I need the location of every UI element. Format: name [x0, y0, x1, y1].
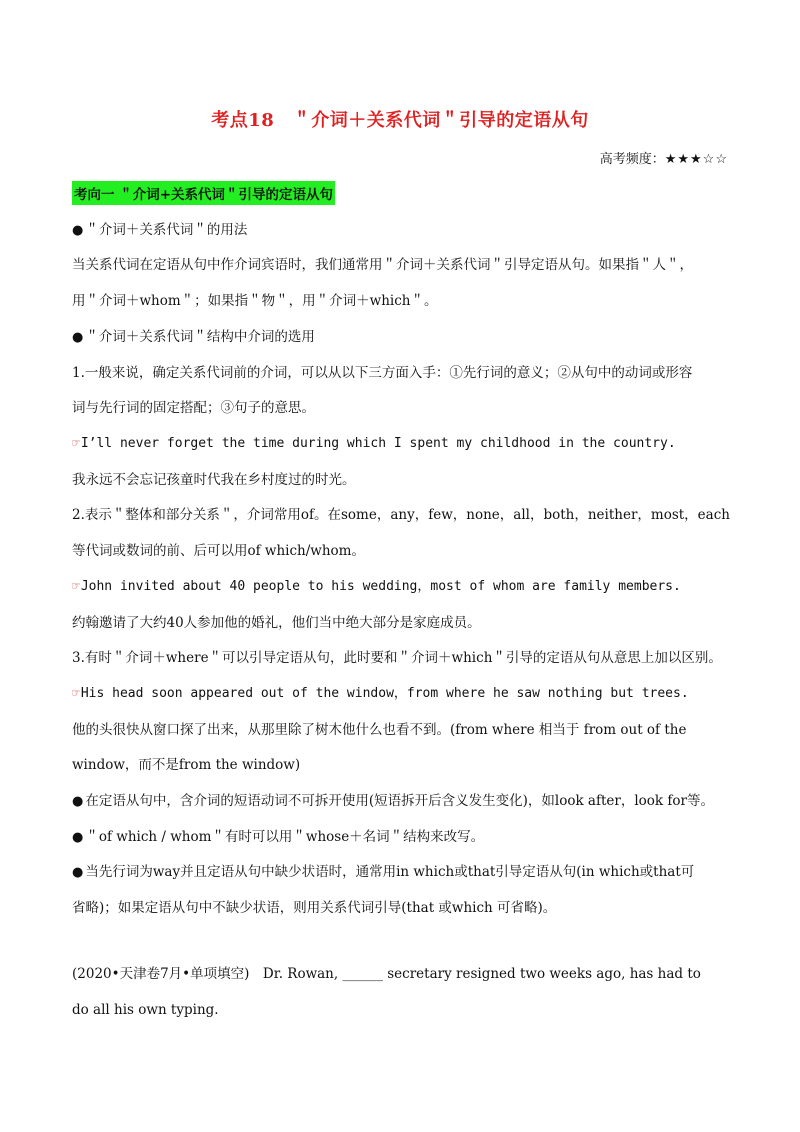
bullet-note-text: 当先行词为way并且定语从句中缺少状语时，通常用in which或that引导定语从句(in which或that可	[85, 864, 695, 880]
paragraph-line: 3.有时＂介词＋where＂可以引导定语从句，此时要和＂介词＋which＂引导的定语从句从意思上加以区别。	[72, 650, 722, 666]
pointing-hand-icon: ☞	[72, 686, 80, 701]
paragraph-line: 词与先行词的固定搭配；③句子的意思。	[72, 400, 315, 416]
bullet-heading-text: ＂介词＋关系代词＂结构中介词的选用	[85, 329, 315, 345]
example-sentence	[72, 577, 681, 597]
exercise-question: do all his own typing.	[72, 1002, 219, 1018]
example-translation: 他的头很快从窗口探了出来，从那里除了树木他什么也看不到。(from where 相当于 from out of the	[72, 722, 687, 738]
bullet-note	[72, 827, 484, 848]
bullet-icon: ●	[72, 794, 84, 809]
exercise-question: (2020•天津卷7月•单项填空) Dr. Rowan, ______ secretary resigned two weeks ago, has had to	[72, 966, 701, 982]
example-text: John invited about 40 people to his wedding，most of whom are family members.	[80, 579, 681, 594]
paragraph-line: 等代词或数词的前、后可以用of which/whom。	[72, 543, 365, 559]
bullet-heading-choice	[72, 327, 315, 348]
bullet-note-text: ＂of which / whom＂有时可以用＂whose＋名词＂结构来改写。	[85, 829, 485, 845]
bullet-heading-usage	[72, 220, 247, 241]
bullet-icon: ●	[72, 223, 84, 238]
paragraph-line: 2.表示＂整体和部分关系＂，介词常用of。在some，any，few，none，all，both，neither，most，each	[72, 507, 730, 523]
bullet-note-text: 在定语从句中，含介词的短语动词不可拆开使用(短语拆开后含义发生变化)，如look after，look for等。	[85, 793, 714, 809]
frequency-rating	[600, 148, 728, 167]
paragraph-line: 用＂介词＋whom＂；如果指＂物＂，用＂介词＋which＂。	[72, 293, 438, 309]
bullet-icon: ●	[72, 330, 84, 345]
pointing-hand-icon: ☞	[72, 579, 80, 594]
example-translation: 约翰邀请了大约40人参加他的婚礼，他们当中绝大部分是家庭成员。	[72, 615, 481, 631]
bullet-icon: ●	[72, 830, 84, 845]
frequency-label: 高考频度：	[599, 152, 665, 167]
paragraph-line: 省略)；如果定语从句中不缺少状语，则用关系代词引导(that 或which 可省略)。	[72, 900, 557, 916]
paragraph-line: 当关系代词在定语从句中作介词宾语时，我们通常用＂介词＋关系代词＂引导定语从句。如果指＂人＂，	[72, 257, 693, 273]
paragraph-line: 1.一般来说，确定关系代词前的介词，可以从以下三方面入手：①先行词的意义；②从句中的动词或形容	[72, 365, 693, 381]
bullet-note	[72, 791, 714, 812]
example-sentence	[72, 684, 689, 704]
frequency-stars: ★★★☆☆	[664, 152, 728, 167]
page-title: 考点18 ＂介词＋关系代词＂引导的定语从句	[211, 110, 589, 131]
example-translation: window，而不是from the window)	[72, 757, 301, 773]
example-sentence	[72, 434, 676, 454]
example-text: His head soon appeared out of the window，from where he saw nothing but trees.	[80, 686, 689, 701]
bullet-note	[72, 862, 694, 883]
bullet-icon: ●	[72, 865, 84, 880]
section-heading: 考向一 ＂介词+关系代词＂引导的定语从句	[72, 181, 335, 205]
pointing-hand-icon: ☞	[72, 436, 80, 451]
example-text: I’ll never forget the time during which I spent my childhood in the country.	[80, 436, 676, 451]
example-translation: 我永远不会忘记孩童时代我在乡村度过的时光。	[72, 472, 356, 488]
bullet-heading-text: ＂介词＋关系代词＂的用法	[85, 222, 248, 238]
